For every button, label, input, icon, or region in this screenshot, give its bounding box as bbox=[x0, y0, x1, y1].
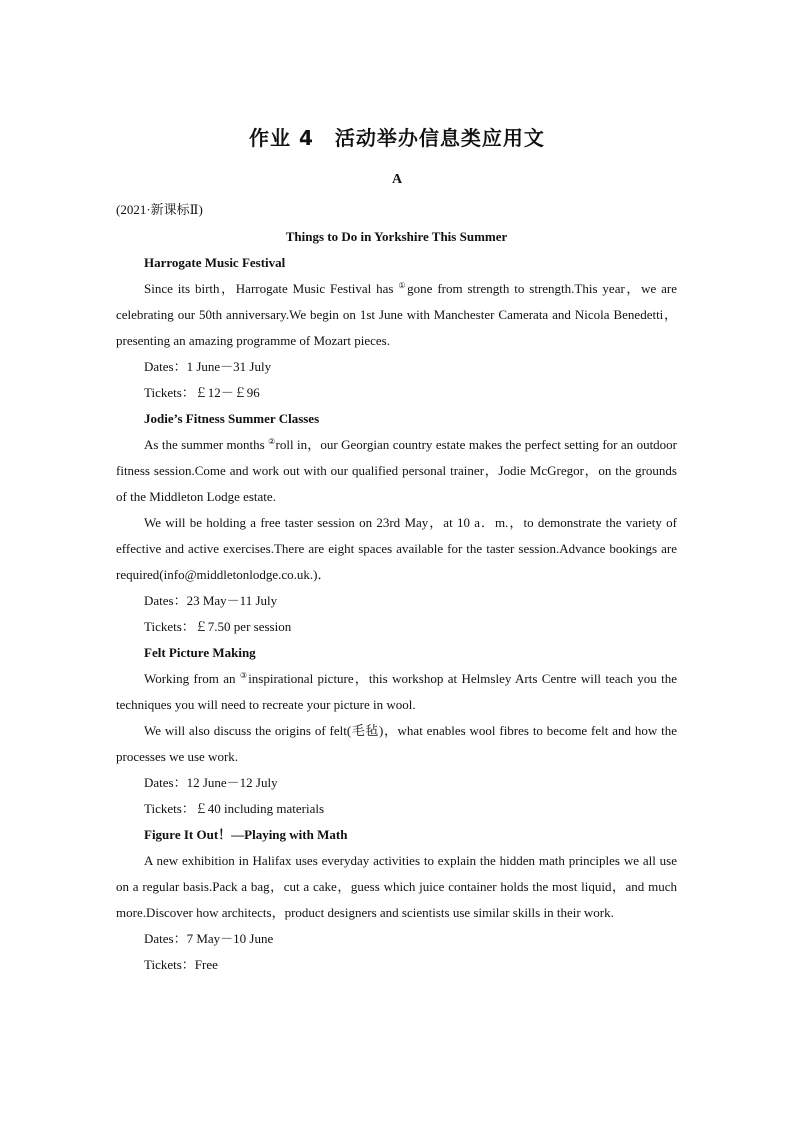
annotation-mark: ② bbox=[268, 437, 276, 446]
annotation-mark: ③ bbox=[239, 671, 249, 680]
event-heading: Harrogate Music Festival bbox=[144, 255, 286, 270]
text-run: Working from an bbox=[144, 671, 240, 686]
event-tickets: Tickets：￡7.50 per session bbox=[144, 619, 292, 634]
event-dates: Dates：12 June－12 July bbox=[144, 775, 278, 790]
text-run: As the summer months bbox=[144, 437, 269, 452]
event-heading: Jodie’s Fitness Summer Classes bbox=[144, 411, 320, 426]
page-title: 作业 4 活动举办信息类应用文 bbox=[249, 126, 545, 150]
article-title: Things to Do in Yorkshire This Summer bbox=[285, 229, 508, 244]
section-label: A bbox=[391, 172, 403, 187]
event-tickets: Tickets：￡12－￡96 bbox=[144, 385, 260, 400]
event-description: We will also discuss the origins of felt(毛毡)，what enables wool fibres to become felt and how the processes we use work. bbox=[116, 723, 677, 764]
text-run: Since its birth，Harrogate Music Festival has bbox=[144, 281, 399, 296]
event-dates: Dates：23 May－11 July bbox=[144, 593, 278, 608]
event-tickets: Tickets：Free bbox=[144, 957, 218, 972]
event-description bbox=[116, 276, 677, 354]
event-description: We will be holding a free taster session on 23rd May，at 10 a．m.，to demonstrate the variety of effective and active exercises.There are eight spaces available for the taster session.Advance bookings are required(info@middletonlodge.co.uk.)． bbox=[116, 515, 677, 582]
article-body bbox=[116, 224, 677, 978]
event-heading: Figure It Out！—Playing with Math bbox=[144, 827, 348, 842]
text-run: roll in，our Georgian country estate makes the perfect setting for an outdoor fitness session.Come and work out with our qualified personal trainer，Jodie McGregor，on the grounds of the Middleton Lodge estate. bbox=[116, 437, 678, 504]
event-description bbox=[116, 666, 677, 718]
source-note: (2021·新课标Ⅱ) bbox=[116, 202, 203, 217]
event-dates: Dates：1 June－31 July bbox=[144, 359, 272, 374]
event-heading: Felt Picture Making bbox=[144, 645, 256, 660]
event-tickets: Tickets：￡40 including materials bbox=[144, 801, 325, 816]
event-dates: Dates：7 May－10 June bbox=[144, 931, 274, 946]
event-description: A new exhibition in Halifax uses everyday activities to explain the hidden math principles we all use on a regular basis.Pack a bag，cut a cake，guess which juice container holds the most liquid，and much more.Discover how architects，product designers and scientists use similar skills in their work. bbox=[116, 853, 677, 920]
annotation-mark: ① bbox=[398, 281, 408, 290]
event-description bbox=[116, 432, 677, 510]
text-run: inspirational picture，this workshop at Helmsley Arts Centre will teach you the techniques you will need to recreate your picture in wool. bbox=[116, 671, 677, 712]
text-run: gone from strength to strength.This year，we are celebrating our 50th anniversary.We begin on 1st June with Manchester Camerata and Nicola Benedetti，presenting an amazing programme of Mozart pieces. bbox=[116, 281, 678, 348]
